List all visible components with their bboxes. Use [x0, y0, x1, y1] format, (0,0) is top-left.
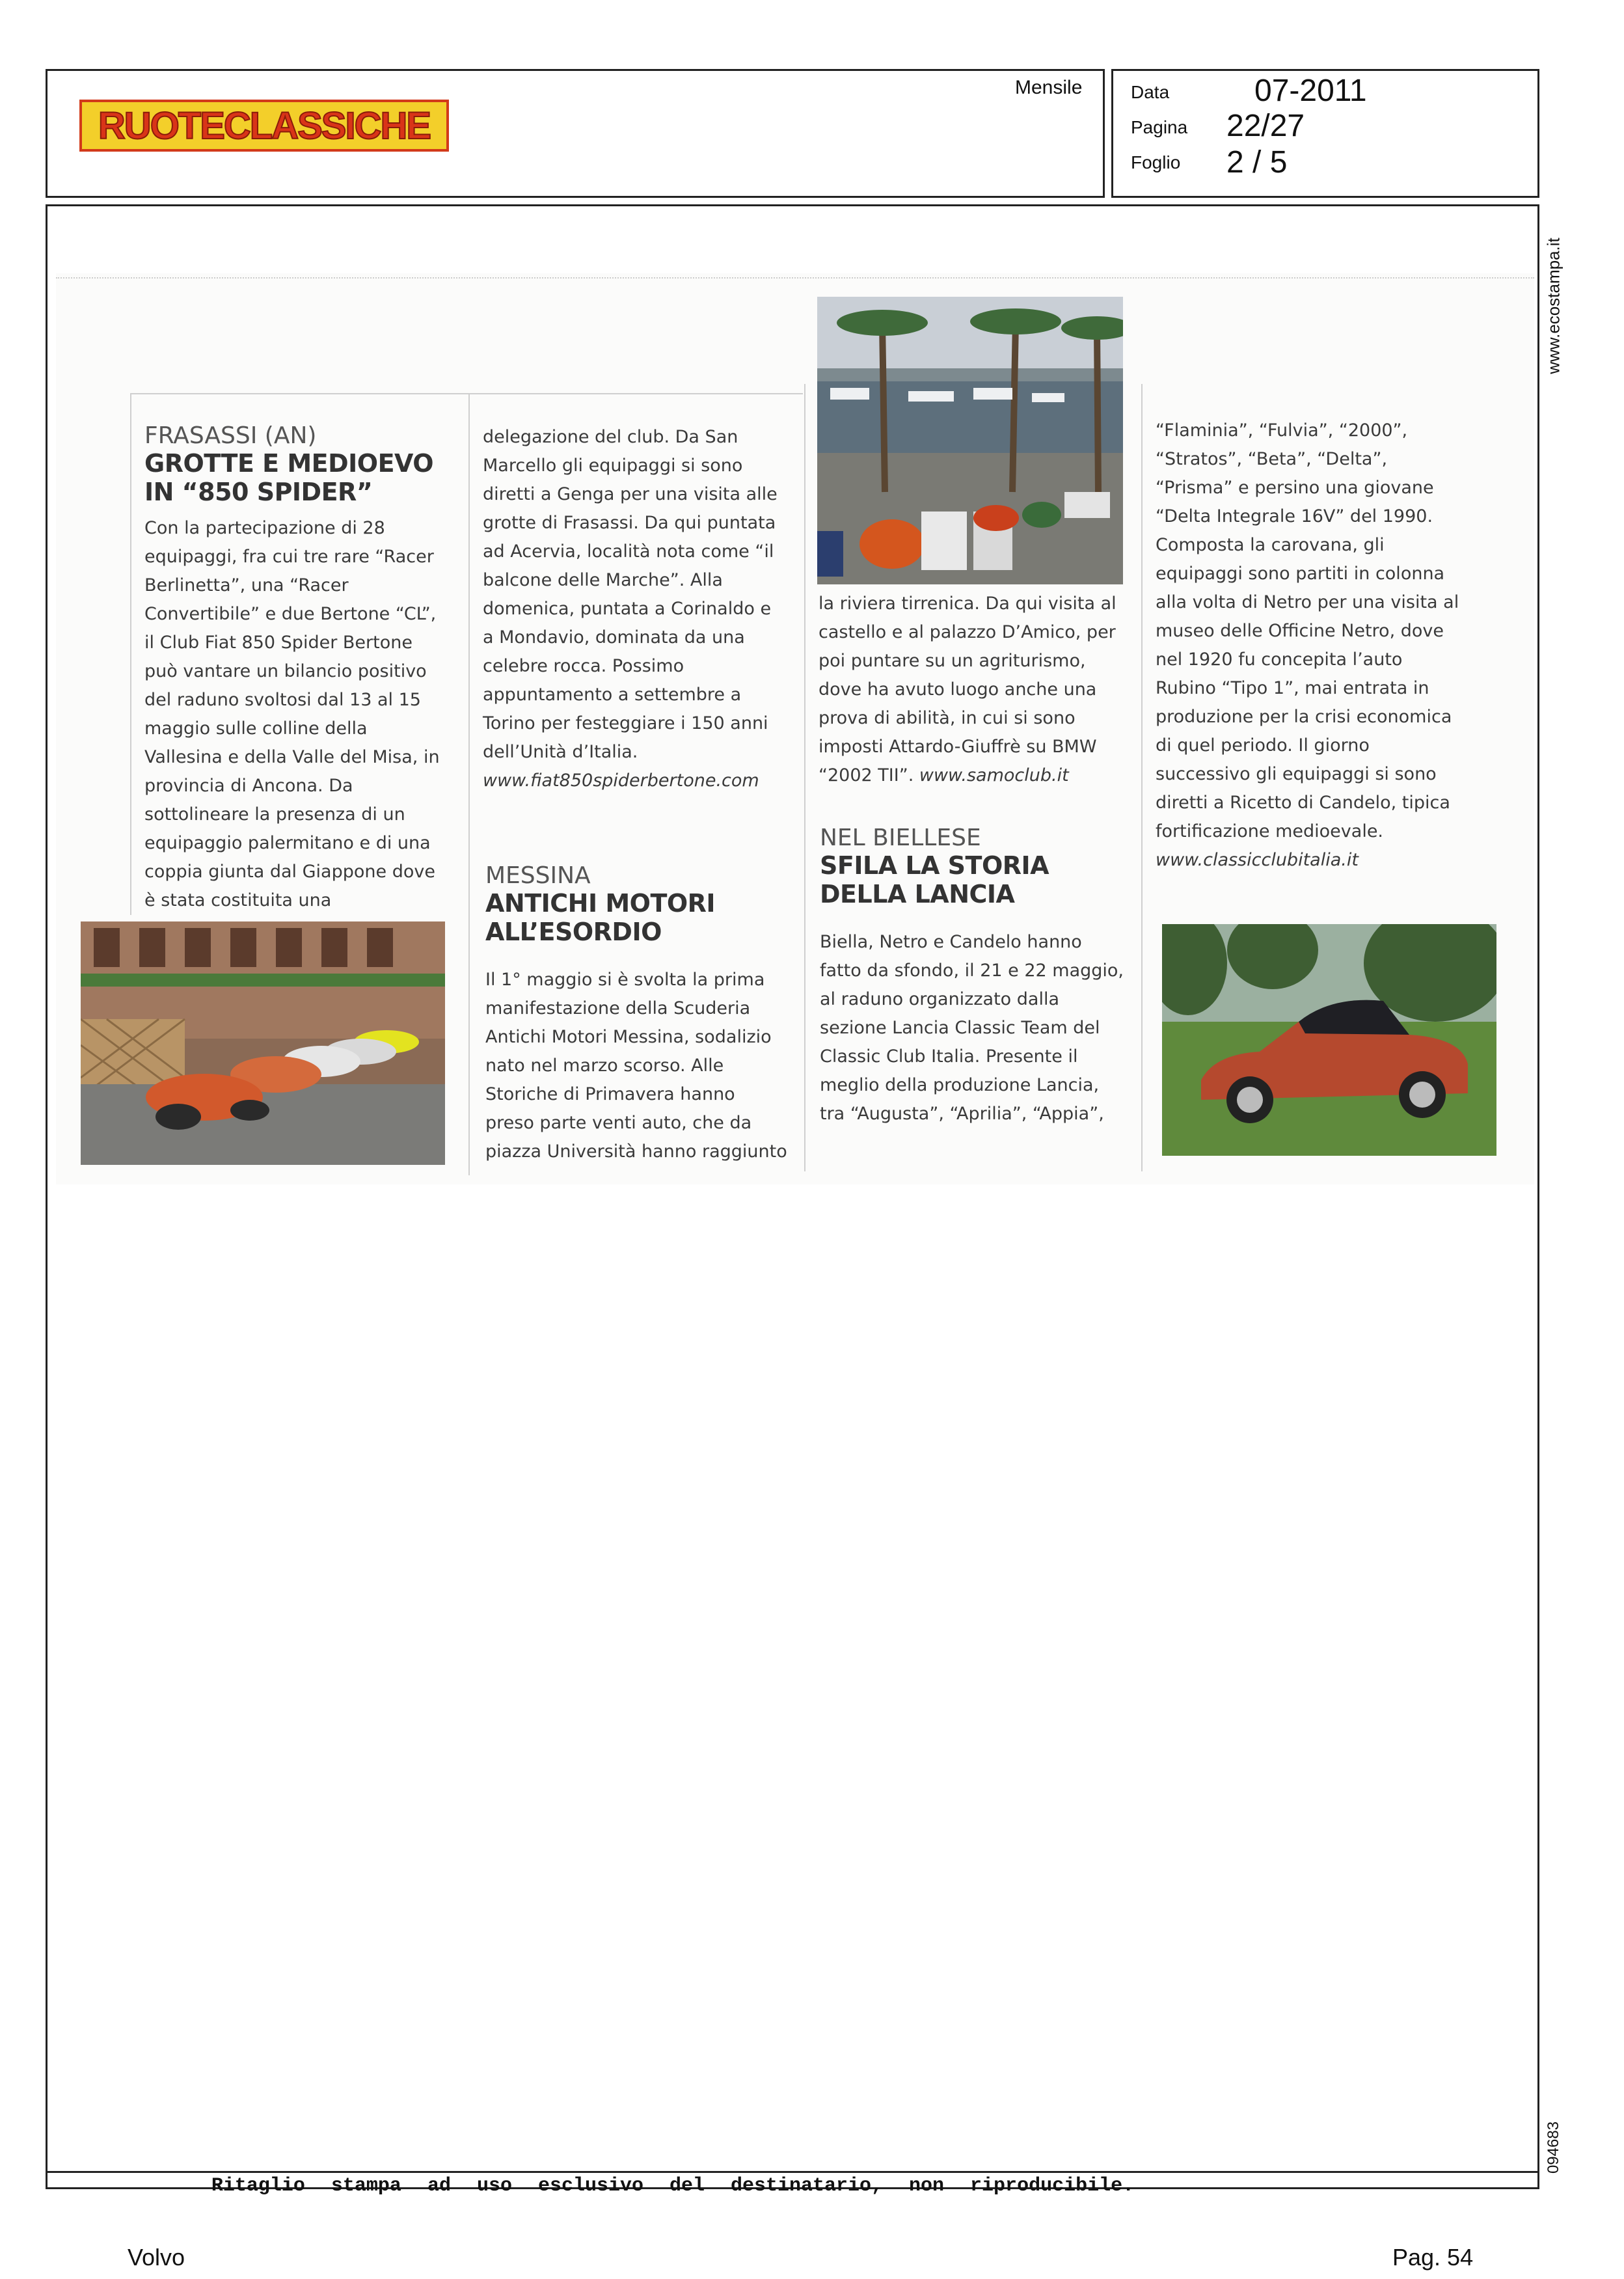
messina-continued-column — [819, 590, 1124, 790]
pagina-label: Pagina — [1131, 117, 1188, 137]
column-top-rule — [130, 393, 803, 394]
foglio-label: Foglio — [1131, 152, 1181, 172]
biellese-headline-2: DELLA LANCIA — [820, 880, 1015, 908]
pagina-value: 22/27 — [1226, 109, 1305, 143]
messina-url: www.samoclub.it — [919, 765, 1069, 785]
messina-body-continued: la riviera tirrenica. Da qui visita al castello e al palazzo D’Amico, per poi puntare su un agriturismo, dove ha avuto luogo anche una prova di abilità, in cui si sono imposti Attardo-Giuffrè su BMW “2002 TII”. — [819, 594, 1116, 785]
frasassi-headline-2: IN “850 SPIDER” — [144, 478, 373, 506]
periodicity-label: Mensile — [1015, 77, 1083, 98]
column-rule — [804, 384, 805, 1171]
messina-body: Il 1° maggio si è svolta la prima manifestazione della Scuderia Antichi Motori Messina, sodalizio nato nel marzo scorso. Alle Storiche di Primavera hanno preso parte venti auto, che da piazza Università hanno raggiunto — [485, 970, 787, 1162]
messina-column — [485, 863, 789, 1166]
side-code-text: 094683 — [1545, 2121, 1562, 2174]
publication-logo — [79, 100, 449, 152]
frasassi-headline-1: GROTTE E MEDIOEVO — [144, 449, 434, 478]
column-rule — [468, 394, 470, 1175]
frasassi-kicker: FRASASSI (AN) — [144, 422, 317, 449]
messina-headline-1: ANTICHI MOTORI — [485, 889, 716, 918]
frasassi-url: www.fiat850spiderbertone.com — [483, 771, 759, 791]
photo-fiat-850-spiders — [81, 921, 445, 1165]
column-rule — [130, 394, 131, 915]
column-rule — [1141, 384, 1143, 1171]
side-code — [1541, 2108, 1567, 2187]
footer-rule — [46, 2171, 1539, 2173]
biellese-column — [820, 825, 1126, 1128]
biellese-body-continued: “Flaminia”, “Fulvia”, “2000”, “Stratos”, “Beta”, “Delta”, “Prisma” e persino una giovane “Delta Integrale 16V” del 1990. Composta la carovana, gli equipaggi sono partiti in colonna alla volta di Netro per una visita al museo delle Officine Netro, dove nel 1920 fu concepita l’auto Rubino “Tipo 1”, mai entrata in produzione per la crisi economica di quel periodo. Il giorno successivo gli equipaggi si sono diretti a Ricetto di Candelo, tipica fortificazione medioevale. — [1156, 420, 1459, 841]
biellese-headline-1: SFILA LA STORIA — [820, 851, 1049, 880]
photo-riviera-palms — [817, 297, 1123, 584]
biellese-body: Biella, Netro e Candelo hanno fatto da sfondo, il 21 e 22 maggio, al raduno organizzato dalla sezione Lancia Classic Team del Classic Club Italia. Presente il meglio della produzione Lancia, tra “Augusta”, “Aprilia”, “Appia”, — [820, 932, 1124, 1124]
clipping-top-edge — [56, 277, 1534, 279]
frasassi-body-continued: delegazione del club. Da San Marcello gli equipaggi si sono diretti a Genga per una visita alle grotte di Frasassi. Da qui puntata ad Acervia, località nota come “il balcone delle Marche”. Alla domenica, puntata a Corinaldo e a Mondavio, dominata da una celebre rocca. Possimo appuntamento a settembre a Torino per festeggiare i 150 anni dell’Unità d’Italia. — [483, 427, 778, 762]
frasassi-body: Con la partecipazione di 28 equipaggi, fra cui tre rare “Racer Berlinetta”, una “Racer Convertibile” e due Bertone “CL”, il Club Fiat 850 Spider Bertone può vantare un bilancio positivo del raduno svoltosi dal 13 al 15 maggio sulle colline della Vallesina e della Valle del Misa, in provincia di Ancona. Da sottolineare la presenza di un equipaggio palermitano e di una coppia giunta dal Giappone dove è stata costituita una — [144, 518, 440, 910]
biellese-continued-column — [1156, 416, 1461, 875]
messina-headline-2: ALL’ESORDIO — [485, 918, 662, 946]
side-url-text: www.ecostampa.it — [1543, 238, 1563, 374]
frasassi-continued-column — [483, 423, 786, 795]
data-value: 07-2011 — [1254, 74, 1367, 108]
side-url — [1541, 215, 1567, 397]
photo-lancia-convertible — [1162, 924, 1496, 1156]
biellese-url: www.classicclubitalia.it — [1156, 850, 1359, 870]
biellese-kicker: NEL BIELLESE — [820, 825, 981, 851]
disclaimer-text: Ritaglio stampa ad uso esclusivo del destinatario, non riproducibile. — [211, 2175, 1135, 2197]
messina-kicker: MESSINA — [485, 862, 591, 889]
page-number: Pag. 54 — [1392, 2244, 1474, 2271]
data-label: Data — [1131, 82, 1170, 102]
logo-text: RUOTECLASSICHE — [98, 104, 431, 147]
client-name: Volvo — [128, 2244, 185, 2271]
frasassi-column — [144, 423, 450, 915]
foglio-value: 2 / 5 — [1226, 145, 1288, 180]
